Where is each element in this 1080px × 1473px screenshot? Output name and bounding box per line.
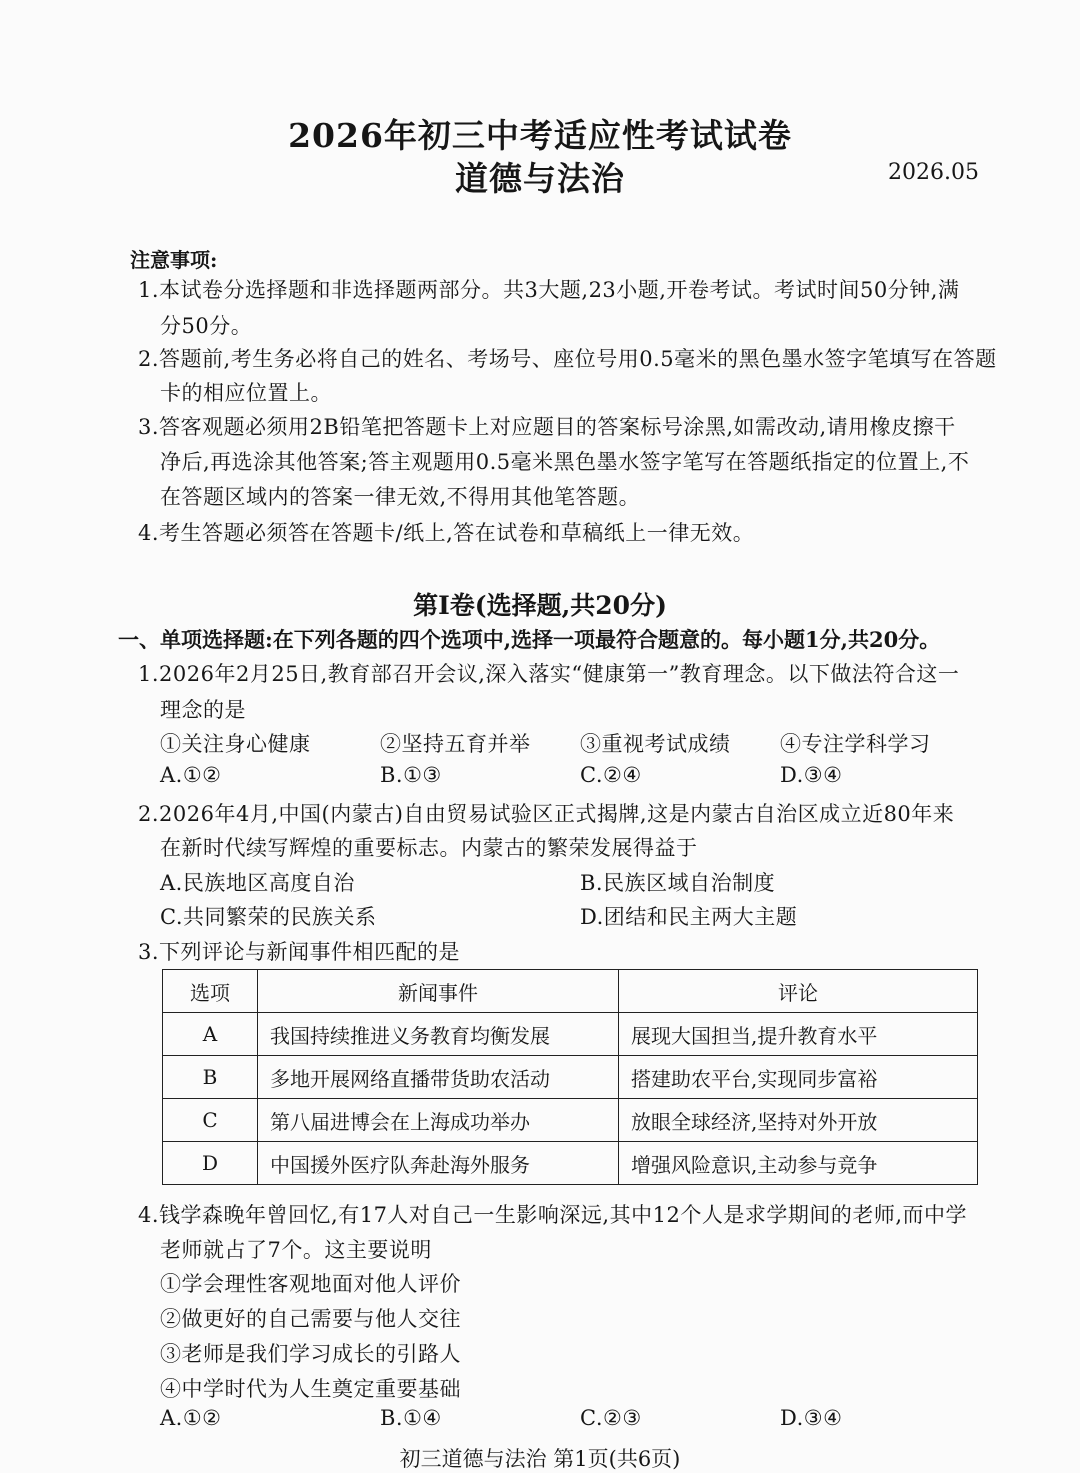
q1-item: ④专注学科学习 xyxy=(780,732,931,756)
part-heading: 一、单项选择题:在下列各题的四个选项中,选择一项最符合题意的。每小题1分,共20分。 xyxy=(118,627,941,652)
q2-option: B.民族区域自治制度 xyxy=(580,871,776,895)
q2-stem: 2.2026年4月,中国(内蒙古)自由贸易试验区正式揭牌,这是内蒙古自治区成立近80年来 xyxy=(138,802,955,826)
q1-option: A.①② xyxy=(160,763,222,787)
q4-stem: 老师就占了7个。这主要说明 xyxy=(160,1238,432,1262)
q1-option: B.①③ xyxy=(380,763,442,787)
notice-line: 2.答题前,考生务必将自己的姓名、考场号、座位号用0.5毫米的黑色墨水签字笔填写在答题 xyxy=(138,347,997,371)
table-cell: B xyxy=(163,1056,258,1099)
notice-line: 卡的相应位置上。 xyxy=(160,381,332,405)
exam-title: 2026年初三中考适应性考试试卷 xyxy=(288,116,792,155)
table-cell: 第八届进博会在上海成功举办 xyxy=(258,1099,619,1142)
q1-item: ①关注身心健康 xyxy=(160,732,311,756)
table-header-cell: 选项 xyxy=(163,970,258,1013)
q1-item: ②坚持五育并举 xyxy=(380,732,531,756)
table-header-cell: 新闻事件 xyxy=(258,970,619,1013)
q4-option: B.①④ xyxy=(380,1406,442,1430)
q3-stem: 3.下列评论与新闻事件相匹配的是 xyxy=(138,940,461,964)
table-cell: 我国持续推进义务教育均衡发展 xyxy=(258,1013,619,1056)
q4-option: C.②③ xyxy=(580,1406,642,1430)
q3-table xyxy=(162,969,978,1185)
q2-option: A.民族地区高度自治 xyxy=(160,871,355,895)
table-cell: D xyxy=(163,1142,258,1185)
q4-option: A.①② xyxy=(160,1406,222,1430)
q2-stem: 在新时代续写辉煌的重要标志。内蒙古的繁荣发展得益于 xyxy=(160,836,698,860)
subject-title: 道德与法治 xyxy=(455,159,625,198)
table-cell: 展现大国担当,提升教育水平 xyxy=(619,1013,978,1056)
table-row xyxy=(163,1056,978,1099)
notice-line: 分50分。 xyxy=(160,314,253,338)
section-title: 第Ⅰ卷(选择题,共20分) xyxy=(413,591,667,620)
q4-option: D.③④ xyxy=(780,1406,843,1430)
table-row xyxy=(163,1013,978,1056)
q1-option: C.②④ xyxy=(580,763,642,787)
q1-item: ③重视考试成绩 xyxy=(580,732,731,756)
q4-item: ①学会理性客观地面对他人评价 xyxy=(160,1272,461,1296)
table-row xyxy=(163,1142,978,1185)
notice-line: 在答题区域内的答案一律无效,不得用其他笔答题。 xyxy=(160,485,641,509)
notice-line: 1.本试卷分选择题和非选择题两部分。共3大题,23小题,开卷考试。考试时间50分钟,满 xyxy=(138,278,960,302)
table-cell: C xyxy=(163,1099,258,1142)
q4-item: ②做更好的自己需要与他人交往 xyxy=(160,1307,461,1331)
q1-stem: 理念的是 xyxy=(160,698,246,722)
exam-date: 2026.05 xyxy=(888,160,979,185)
q4-stem: 4.钱学森晚年曾回忆,有17人对自己一生影响深远,其中12个人是求学期间的老师,而中学 xyxy=(138,1203,968,1227)
notice-line: 4.考生答题必须答在答题卡/纸上,答在试卷和草稿纸上一律无效。 xyxy=(138,521,755,545)
q4-item: ③老师是我们学习成长的引路人 xyxy=(160,1342,461,1366)
table-row xyxy=(163,1099,978,1142)
table-cell: 放眼全球经济,坚持对外开放 xyxy=(619,1099,978,1142)
table-cell: 中国援外医疗队奔赴海外服务 xyxy=(258,1142,619,1185)
table-cell: 增强风险意识,主动参与竞争 xyxy=(619,1142,978,1185)
q4-item: ④中学时代为人生奠定重要基础 xyxy=(160,1377,461,1401)
q2-option: C.共同繁荣的民族关系 xyxy=(160,905,377,929)
notice-line: 3.答客观题必须用2B铅笔把答题卡上对应题目的答案标号涂黑,如需改动,请用橡皮擦干 xyxy=(138,415,956,439)
q2-option: D.团结和民主两大主题 xyxy=(580,905,798,929)
q1-stem: 1.2026年2月25日,教育部召开会议,深入落实“健康第一”教育理念。以下做法符合这一 xyxy=(138,662,960,686)
page-footer: 初三道德与法治 第1页(共6页) xyxy=(399,1447,681,1471)
table-cell: 多地开展网络直播带货助农活动 xyxy=(258,1056,619,1099)
table-cell: A xyxy=(163,1013,258,1056)
notice-heading: 注意事项: xyxy=(130,248,218,272)
table-header-row xyxy=(163,970,978,1013)
notice-line: 净后,再选涂其他答案;答主观题用0.5毫米黑色墨水签字笔写在答题纸指定的位置上,不 xyxy=(160,450,970,474)
q1-option: D.③④ xyxy=(780,763,843,787)
table-cell: 搭建助农平台,实现同步富裕 xyxy=(619,1056,978,1099)
table-header-cell: 评论 xyxy=(619,970,978,1013)
